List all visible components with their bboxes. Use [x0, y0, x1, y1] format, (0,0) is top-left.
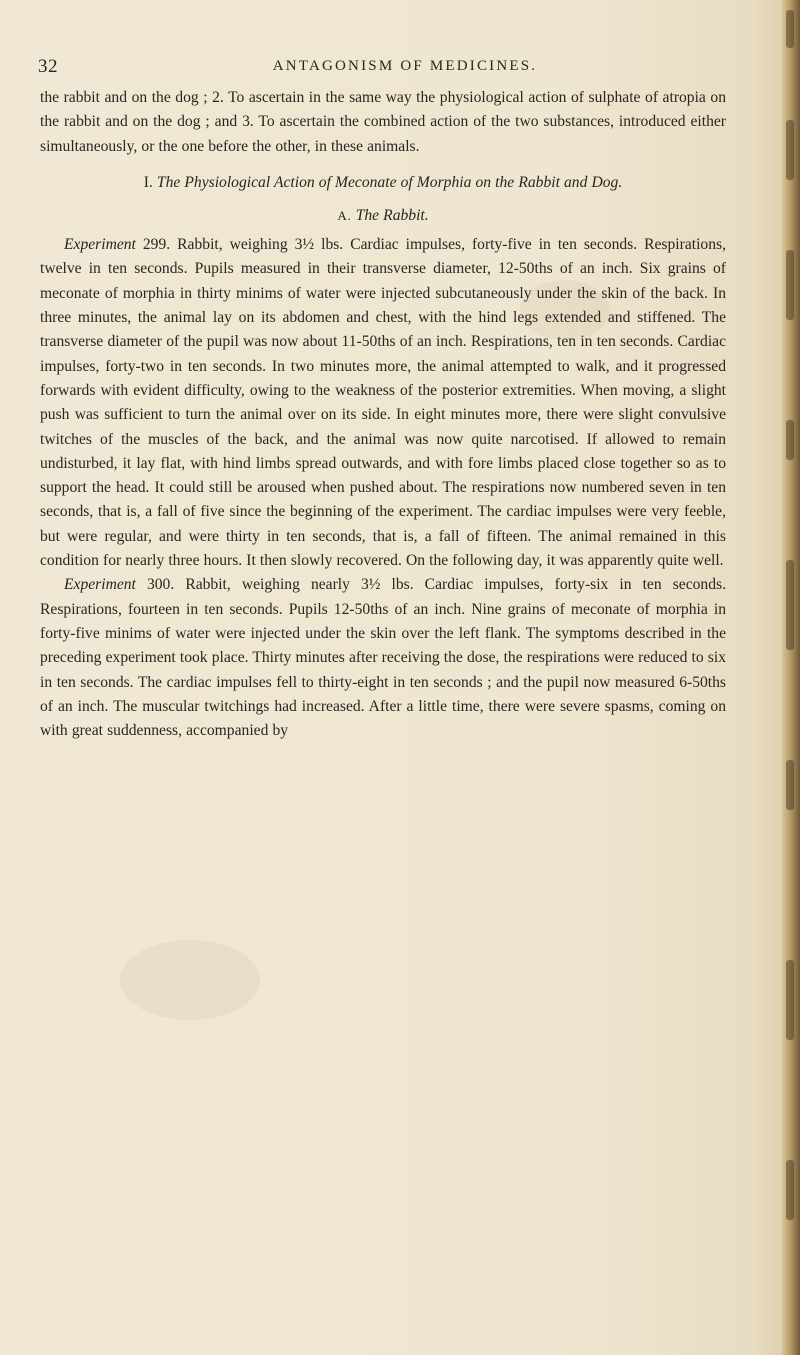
experiment-paragraph-300: [40, 573, 726, 743]
page-header: [38, 56, 772, 84]
spine-mark: [786, 120, 794, 180]
paper-stain: [120, 940, 260, 1020]
section-heading: [40, 171, 726, 195]
experiment-label: Experiment: [64, 576, 136, 594]
spine-mark: [786, 1160, 794, 1220]
page-number: 32: [38, 56, 58, 77]
experiment-text: Rabbit, weighing nearly 3½ lbs. Cardiac impulses, forty-six in ten seconds. Respirations, fourteen in ten seconds. Pupils 12-50ths of an inch. Nine grains of meconate of morphia in forty-five minims of water were injected under the skin over the left flank. The symptoms described in the preceding experiment took place. Thirty minutes after receiving the dose, the respirations were reduced to six in ten seconds. The cardiac impulses fell to thirty-eight in ten seconds ; and the pupil now measured 6-50ths of an inch. The muscular twitchings had increased. After a little time, there were severe spasms, coming on with great suddenness, accompanied by: [40, 576, 726, 740]
book-spine-edge: [782, 0, 800, 1355]
subsection-heading: [40, 204, 726, 228]
experiment-paragraph-299: [40, 233, 726, 573]
section-number: I.: [143, 173, 153, 191]
spine-mark: [786, 960, 794, 1040]
intro-paragraph: the rabbit and on the dog ; 2. To ascertain in the same way the physiological action of sulphate of atropia on the rabbit and on the dog ; and 3. To ascertain the combined action of the two substances, introduced either simultaneously, or the one before the other, in these animals.: [40, 89, 726, 155]
experiment-number: 300.: [146, 576, 175, 594]
spine-mark: [786, 250, 794, 320]
body-text: [40, 86, 726, 743]
spine-mark: [786, 760, 794, 810]
section-title: The Physiological Action of Meconate of Morphia on the Rabbit and Dog.: [156, 173, 623, 191]
running-head: ANTAGONISM OF MEDICINES.: [272, 58, 538, 74]
subsection-letter: A.: [337, 207, 352, 223]
spine-mark: [786, 560, 794, 650]
experiment-text: Rabbit, weighing 3½ lbs. Cardiac impulses, forty-five in ten seconds. Respirations, twelve in ten seconds. Pupils measured in their transverse diameter, 12-50ths of an inch. Six grains of meconate of morphia in thirty minims of water were injected subcutaneously under the skin of the back. In three minutes, the animal lay on its abdomen and chest, with the hind legs extended and stiffened. The transverse diameter of the pupil was now about 11-50ths of an inch. Respirations, ten in ten seconds. Cardiac impulses, forty-two in ten seconds. In two minutes more, the animal attempted to walk, and it progressed forwards with evident difficulty, owing to the weakness of the posterior extremities. When moving, a slight push was sufficient to turn the animal over on its side. In eight minutes more, there were slight convulsive twitches of the muscles of the back, and the animal was now quite narcotised. If allowed to remain undisturbed, it lay flat, with hind limbs spread outwards, and with fore limbs placed close together so as to support the head. It could still be aroused when pushed about. The respirations now numbered seven in ten seconds, that is, a fall of five since the beginning of the experiment. The cardiac impulses were very feeble, but were regular, and were thirty in ten seconds, that is, a fall of fifteen. The animal remained in this condition for nearly three hours. It then slowly recovered. On the following day, it was apparently quite well.: [40, 236, 726, 570]
spine-mark: [786, 10, 794, 48]
spine-mark: [786, 420, 794, 460]
experiment-label: Experiment: [64, 236, 136, 254]
experiment-number: 299.: [142, 236, 171, 254]
subsection-title: The Rabbit.: [355, 206, 429, 224]
